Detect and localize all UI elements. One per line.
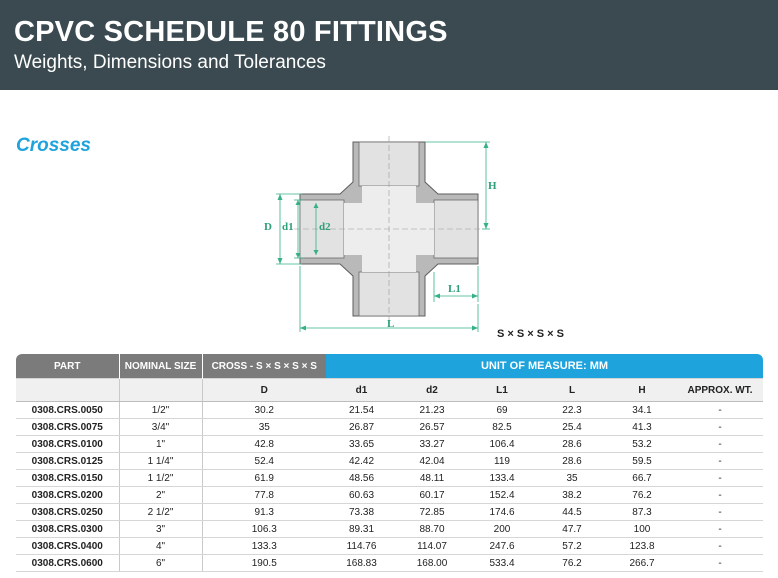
col-header-cross: CROSS - S × S × S × S [202, 354, 326, 379]
cell-dim-H: 76.2 [607, 487, 677, 504]
cell-nominal-size: 2" [119, 487, 202, 504]
cell-part-number: 0308.CRS.0200 [16, 487, 119, 504]
table-row [16, 538, 763, 555]
table-subheader-row [16, 379, 763, 402]
cell-dim-L: 76.2 [537, 555, 607, 572]
table-header-row [16, 354, 763, 379]
table-row [16, 436, 763, 453]
table-row [16, 453, 763, 470]
cell-dim-D: 133.3 [202, 538, 326, 555]
cell-nominal-size: 2 1/2" [119, 504, 202, 521]
table-row [16, 402, 763, 419]
col-header-D: D [202, 379, 326, 402]
dimensions-table [16, 354, 763, 572]
cell-approx-weight: - [677, 470, 763, 487]
cell-approx-weight: - [677, 453, 763, 470]
col-header-L: L [537, 379, 607, 402]
cell-dim-D: 61.9 [202, 470, 326, 487]
label-D: D [264, 221, 272, 233]
cell-dim-D: 30.2 [202, 402, 326, 419]
page-subtitle: Weights, Dimensions and Tolerances [14, 52, 326, 73]
cell-dim-L: 38.2 [537, 487, 607, 504]
cell-dim-L1: 82.5 [467, 419, 537, 436]
cell-dim-L: 47.7 [537, 521, 607, 538]
label-d2: d2 [319, 221, 331, 233]
table-row [16, 419, 763, 436]
cell-part-number: 0308.CRS.0150 [16, 470, 119, 487]
cell-dim-d2: 168.00 [397, 555, 467, 572]
cell-dim-D: 91.3 [202, 504, 326, 521]
cell-part-number: 0308.CRS.0400 [16, 538, 119, 555]
cell-nominal-size: 6" [119, 555, 202, 572]
page-header [0, 0, 778, 90]
cell-dim-d1: 33.65 [326, 436, 397, 453]
cell-approx-weight: - [677, 504, 763, 521]
cell-nominal-size: 1" [119, 436, 202, 453]
cell-part-number: 0308.CRS.0100 [16, 436, 119, 453]
cell-dim-L1: 133.4 [467, 470, 537, 487]
cell-dim-L1: 152.4 [467, 487, 537, 504]
cell-approx-weight: - [677, 402, 763, 419]
cell-dim-d2: 72.85 [397, 504, 467, 521]
cell-dim-H: 100 [607, 521, 677, 538]
cell-nominal-size: 3/4" [119, 419, 202, 436]
cell-dim-L1: 533.4 [467, 555, 537, 572]
cell-dim-H: 59.5 [607, 453, 677, 470]
section-title: Crosses [16, 135, 91, 156]
cell-dim-d1: 168.83 [326, 555, 397, 572]
cell-dim-d1: 21.54 [326, 402, 397, 419]
cell-dim-L1: 106.4 [467, 436, 537, 453]
table-row [16, 470, 763, 487]
col-header-part: PART [16, 354, 119, 379]
cell-part-number: 0308.CRS.0250 [16, 504, 119, 521]
cell-dim-L1: 174.6 [467, 504, 537, 521]
cell-part-number: 0308.CRS.0300 [16, 521, 119, 538]
cell-part-number: 0308.CRS.0075 [16, 419, 119, 436]
label-H: H [488, 180, 497, 192]
cell-dim-d2: 26.57 [397, 419, 467, 436]
cell-dim-D: 42.8 [202, 436, 326, 453]
cell-dim-L: 25.4 [537, 419, 607, 436]
cell-dim-D: 77.8 [202, 487, 326, 504]
cell-nominal-size: 4" [119, 538, 202, 555]
cell-dim-L: 44.5 [537, 504, 607, 521]
cell-dim-L1: 119 [467, 453, 537, 470]
cell-nominal-size: 3" [119, 521, 202, 538]
cell-dim-L: 22.3 [537, 402, 607, 419]
cell-dim-d1: 60.63 [326, 487, 397, 504]
cell-dim-H: 123.8 [607, 538, 677, 555]
table-row [16, 504, 763, 521]
cell-dim-H: 266.7 [607, 555, 677, 572]
cell-dim-d1: 26.87 [326, 419, 397, 436]
cell-dim-D: 190.5 [202, 555, 326, 572]
cell-dim-d2: 42.04 [397, 453, 467, 470]
col-header-H: H [607, 379, 677, 402]
page-title: CPVC SCHEDULE 80 FITTINGS [14, 16, 448, 48]
label-L: L [387, 318, 395, 330]
cross-fitting-diagram [258, 132, 578, 344]
cell-approx-weight: - [677, 419, 763, 436]
cell-approx-weight: - [677, 521, 763, 538]
table-row [16, 555, 763, 572]
cell-dim-L1: 247.6 [467, 538, 537, 555]
cell-dim-d2: 88.70 [397, 521, 467, 538]
col-header-approx-wt: APPROX. WT. [677, 379, 763, 402]
label-L1: L1 [448, 283, 461, 295]
col-header-L1: L1 [467, 379, 537, 402]
col-header-unit-of-measure: UNIT OF MEASURE: MM [326, 354, 763, 379]
cell-part-number: 0308.CRS.0600 [16, 555, 119, 572]
label-d1: d1 [282, 221, 294, 233]
cell-dim-d2: 114.07 [397, 538, 467, 555]
cell-approx-weight: - [677, 538, 763, 555]
cell-dim-L: 35 [537, 470, 607, 487]
cell-part-number: 0308.CRS.0125 [16, 453, 119, 470]
cell-dim-H: 53.2 [607, 436, 677, 453]
cell-dim-H: 41.3 [607, 419, 677, 436]
cell-dim-d2: 21.23 [397, 402, 467, 419]
cell-dim-d2: 60.17 [397, 487, 467, 504]
cell-dim-D: 52.4 [202, 453, 326, 470]
cell-dim-D: 35 [202, 419, 326, 436]
cell-dim-D: 106.3 [202, 521, 326, 538]
cell-dim-H: 34.1 [607, 402, 677, 419]
cell-dim-L: 57.2 [537, 538, 607, 555]
col-header-d2: d2 [397, 379, 467, 402]
cell-dim-d1: 48.56 [326, 470, 397, 487]
cell-approx-weight: - [677, 555, 763, 572]
cell-dim-L: 28.6 [537, 436, 607, 453]
cell-dim-H: 87.3 [607, 504, 677, 521]
table-row [16, 521, 763, 538]
col-header-d1: d1 [326, 379, 397, 402]
cell-dim-d1: 73.38 [326, 504, 397, 521]
cell-dim-d1: 89.31 [326, 521, 397, 538]
cell-dim-d2: 33.27 [397, 436, 467, 453]
cell-approx-weight: - [677, 436, 763, 453]
table-row [16, 487, 763, 504]
cell-nominal-size: 1 1/2" [119, 470, 202, 487]
cell-dim-L: 28.6 [537, 453, 607, 470]
cell-dim-H: 66.7 [607, 470, 677, 487]
col-header-nominal-size: NOMINAL SIZE [119, 354, 202, 379]
cell-approx-weight: - [677, 487, 763, 504]
cell-part-number: 0308.CRS.0050 [16, 402, 119, 419]
cell-dim-L1: 200 [467, 521, 537, 538]
cell-nominal-size: 1/2" [119, 402, 202, 419]
fitting-configuration-caption: S × S × S × S [497, 328, 564, 340]
cell-dim-d2: 48.11 [397, 470, 467, 487]
cell-dim-d1: 114.76 [326, 538, 397, 555]
cell-dim-d1: 42.42 [326, 453, 397, 470]
cell-dim-L1: 69 [467, 402, 537, 419]
cell-nominal-size: 1 1/4" [119, 453, 202, 470]
